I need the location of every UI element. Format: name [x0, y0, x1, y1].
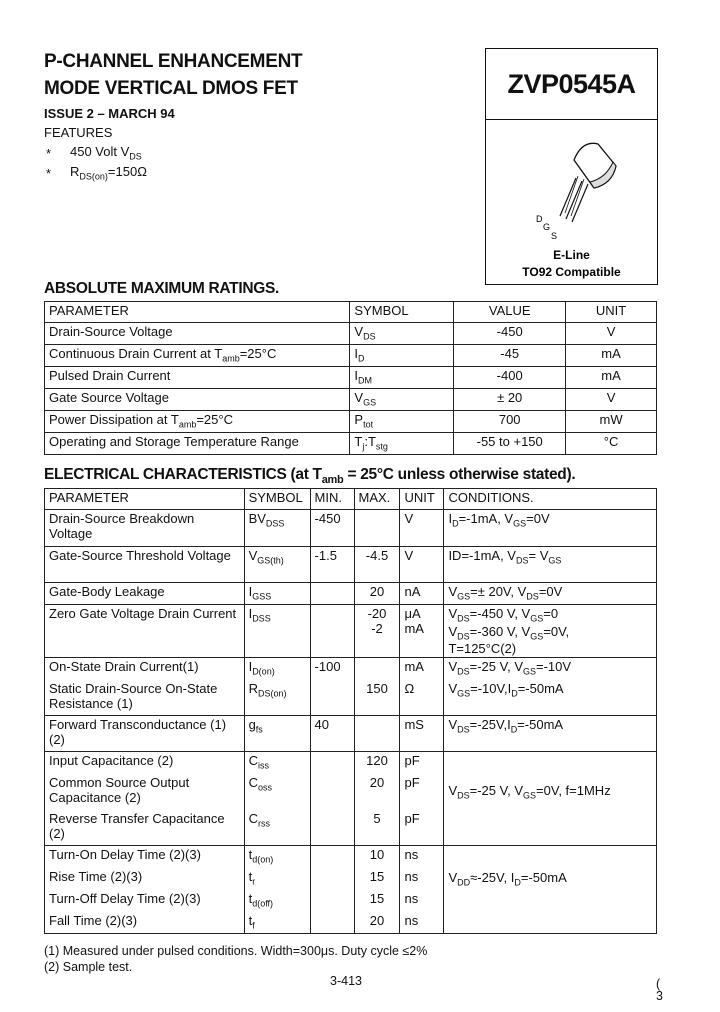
col-max: MAX. [354, 489, 400, 510]
elec-max: 150 [354, 680, 400, 716]
elec-unit: pF [400, 752, 444, 774]
elec-conditions: $V_{DS}=-25$ V, $V_{GS}=0V$, f=1MHz [444, 774, 657, 810]
elec-min: 40 [310, 716, 354, 752]
elec-max: -4.5 [354, 547, 400, 583]
elec-row [45, 810, 657, 846]
elec-min [310, 810, 354, 846]
elec-row [45, 890, 657, 912]
col-conditions: CONDITIONS. [444, 489, 657, 510]
elec-max: 120 [354, 752, 400, 774]
abs-symbol: $T_j:T_{stg}$ [350, 433, 454, 455]
col-min: MIN. [310, 489, 354, 510]
elec-unit: ns [400, 912, 444, 934]
elec-max: 20 [354, 774, 400, 810]
edge-mark: ( 3 [656, 977, 663, 1003]
abs-unit: mW [566, 411, 657, 433]
elec-unit: V [400, 510, 444, 547]
abs-max-heading: ABSOLUTE MAXIMUM RATINGS. [44, 280, 280, 297]
abs-unit: °C [566, 433, 657, 455]
elec-conditions [444, 810, 657, 846]
abs-max-row [45, 411, 657, 433]
elec-symbol: $t_f$ [244, 912, 310, 934]
elec-min: -100 [310, 658, 354, 680]
elec-conditions: $V_{DS}=-25V,I_D=-50mA$ [444, 716, 657, 752]
elec-min [310, 868, 354, 890]
elec-min [310, 680, 354, 716]
elec-conditions [444, 846, 657, 868]
elec-unit: pF [400, 810, 444, 846]
elec-symbol: $t_r$ [244, 868, 310, 890]
footnote-2: (2) Sample test. [44, 960, 133, 974]
elec-header-row [45, 489, 657, 510]
elec-row [45, 912, 657, 934]
elec-max: 15 [354, 868, 400, 890]
elec-max: 20 [354, 912, 400, 934]
elec-max [354, 510, 400, 547]
transistor-body-icon [560, 143, 616, 222]
abs-max-row [45, 389, 657, 411]
elec-conditions: $V_{GS}=-10V,I_D=-50mA$ [444, 680, 657, 716]
elec-param: Gate-Body Leakage [45, 583, 245, 605]
elec-conditions: $V_{GS}=\pm 20V$, $V_{DS}=0V$ [444, 583, 657, 605]
elec-symbol: $C_{iss}$ [244, 752, 310, 774]
elec-symbol: $V_{GS(th)}$ [244, 547, 310, 583]
elec-char-table [44, 488, 657, 934]
abs-value: -55 to +150 [454, 433, 566, 455]
elec-symbol: $BV_{DSS}$ [244, 510, 310, 547]
elec-symbol: $g_{fs}$ [244, 716, 310, 752]
elec-row [45, 774, 657, 810]
elec-max [354, 658, 400, 680]
features-heading: FEATURES [44, 125, 113, 140]
abs-value: -400 [454, 367, 566, 389]
elec-max: 20 [354, 583, 400, 605]
abs-param: Drain-Source Voltage [45, 323, 350, 345]
pin-label-d: D [536, 214, 543, 224]
elec-symbol: $C_{oss}$ [244, 774, 310, 810]
elec-unit: mS [400, 716, 444, 752]
elec-param: On-State Drain Current(1) [45, 658, 245, 680]
elec-max: 15 [354, 890, 400, 912]
elec-param: Drain-Source Breakdown Voltage [45, 510, 245, 547]
elec-symbol: $t_{d(off)}$ [244, 890, 310, 912]
col-symbol: SYMBOL [350, 302, 454, 323]
issue-date: ISSUE 2 – MARCH 94 [44, 106, 175, 121]
pin-label-s: S [551, 231, 558, 241]
elec-conditions: $V_{DD}\approx-25V$, $I_D=-50mA$ [444, 868, 657, 890]
elec-row [45, 752, 657, 774]
elec-unit: V [400, 547, 444, 583]
elec-min [310, 583, 354, 605]
elec-param: Fall Time (2)(3) [45, 912, 245, 934]
abs-symbol: $P_{tot}$ [350, 411, 454, 433]
elec-row [45, 605, 657, 658]
col-unit: UNIT [400, 489, 444, 510]
abs-symbol: $I_D$ [350, 345, 454, 367]
elec-conditions [444, 752, 657, 774]
feature-bullet-2: * [46, 166, 52, 181]
elec-row [45, 658, 657, 680]
elec-param: Rise Time (2)(3) [45, 868, 245, 890]
part-number: ZVP0545A [507, 68, 636, 99]
pin-label-g: G [543, 222, 551, 232]
elec-min: -1.5 [310, 547, 354, 583]
feature-item-2: $R_{DS(on)}=150\Omega$ [70, 164, 147, 182]
page-number: 3-413 [330, 974, 362, 988]
elec-max: -20 -2 [354, 605, 400, 658]
part-number-box [485, 48, 658, 120]
title-line-1: P-CHANNEL ENHANCEMENT [44, 51, 303, 72]
elec-min [310, 890, 354, 912]
elec-row [45, 547, 657, 583]
abs-param: Continuous Drain Current at $T_{amb}=25^\circ C$ [45, 345, 350, 367]
abs-unit: V [566, 323, 657, 345]
elec-row [45, 583, 657, 605]
elec-param: Common Source Output Capacitance (2) [45, 774, 245, 810]
abs-max-header-row [45, 302, 657, 323]
to92-package-illustration [486, 118, 657, 284]
elec-param: Reverse Transfer Capacitance (2) [45, 810, 245, 846]
elec-symbol: $I_{D(on)}$ [244, 658, 310, 680]
abs-value: ± 20 [454, 389, 566, 411]
elec-max: 10 [354, 846, 400, 868]
elec-conditions [444, 890, 657, 912]
feature-item-1: 450 Volt $V_{DS}$ [70, 144, 142, 162]
elec-param: Static Drain-Source On-State Resistance (1) [45, 680, 245, 716]
elec-row [45, 716, 657, 752]
col-parameter: PARAMETER [45, 489, 245, 510]
elec-unit: nA [400, 583, 444, 605]
abs-symbol: $V_{DS}$ [350, 323, 454, 345]
abs-param: Operating and Storage Temperature Range [45, 433, 350, 455]
abs-unit: mA [566, 367, 657, 389]
elec-unit: ns [400, 868, 444, 890]
elec-min [310, 774, 354, 810]
abs-value: -450 [454, 323, 566, 345]
elec-symbol: $I_{GSS}$ [244, 583, 310, 605]
abs-max-row [45, 345, 657, 367]
elec-symbol: $t_{d(on)}$ [244, 846, 310, 868]
elec-symbol: $C_{rss}$ [244, 810, 310, 846]
elec-heading: ELECTRICAL CHARACTERISTICS (at $T_{amb} = 25^\circ C$ unless otherwise stated). [44, 466, 576, 487]
abs-symbol: $I_{DM}$ [350, 367, 454, 389]
elec-max [354, 716, 400, 752]
col-value: VALUE [454, 302, 566, 323]
elec-unit: mA [400, 658, 444, 680]
elec-row [45, 510, 657, 547]
abs-value: 700 [454, 411, 566, 433]
elec-param: Forward Transconductance (1)(2) [45, 716, 245, 752]
elec-min: -450 [310, 510, 354, 547]
abs-max-table [44, 301, 657, 455]
col-unit: UNIT [566, 302, 657, 323]
footnote-1: (1) Measured under pulsed conditions. Width=300μs. Duty cycle ≤2% [44, 944, 428, 958]
elec-unit: ns [400, 890, 444, 912]
elec-min [310, 912, 354, 934]
abs-unit: mA [566, 345, 657, 367]
col-parameter: PARAMETER [45, 302, 350, 323]
abs-max-row [45, 367, 657, 389]
package-box [485, 118, 658, 285]
col-symbol: SYMBOL [244, 489, 310, 510]
elec-param: Turn-Off Delay Time (2)(3) [45, 890, 245, 912]
elec-conditions: $I_D=-1mA$, $V_{GS}=0V$ [444, 510, 657, 547]
elec-min [310, 605, 354, 658]
elec-param: Turn-On Delay Time (2)(3) [45, 846, 245, 868]
abs-max-row [45, 323, 657, 345]
elec-unit: Ω [400, 680, 444, 716]
package-compat: TO92 Compatible [522, 265, 621, 279]
elec-max: 5 [354, 810, 400, 846]
elec-param: Zero Gate Voltage Drain Current [45, 605, 245, 658]
elec-conditions: $V_{DS}=-450$ V, $V_{GS}=0$ $V_{DS}=-360$ V, $V_{GS}=0V$, T=125°C(2) [444, 605, 657, 658]
abs-symbol: $V_{GS}$ [350, 389, 454, 411]
elec-unit: μA mA [400, 605, 444, 658]
abs-max-row [45, 433, 657, 455]
elec-conditions: $V_{DS}=-25$ V, $V_{GS}=-10V$ [444, 658, 657, 680]
elec-row [45, 846, 657, 868]
elec-min [310, 846, 354, 868]
abs-param: Pulsed Drain Current [45, 367, 350, 389]
elec-unit: pF [400, 774, 444, 810]
elec-unit: ns [400, 846, 444, 868]
package-name: E-Line [553, 248, 590, 262]
elec-row [45, 680, 657, 716]
abs-param: Power Dissipation at $T_{amb}=25^\circ C$ [45, 411, 350, 433]
abs-param: Gate Source Voltage [45, 389, 350, 411]
elec-symbol: $I_{DSS}$ [244, 605, 310, 658]
abs-value: -45 [454, 345, 566, 367]
feature-bullet-1: * [46, 146, 52, 161]
title-line-2: MODE VERTICAL DMOS FET [44, 78, 298, 99]
elec-symbol: $R_{DS(on)}$ [244, 680, 310, 716]
elec-row [45, 868, 657, 890]
elec-param: Input Capacitance (2) [45, 752, 245, 774]
elec-min [310, 752, 354, 774]
abs-unit: V [566, 389, 657, 411]
elec-conditions [444, 912, 657, 934]
elec-param: Gate-Source Threshold Voltage [45, 547, 245, 583]
elec-conditions: ID=-1mA, $V_{DS}= V_{GS}$ [444, 547, 657, 583]
